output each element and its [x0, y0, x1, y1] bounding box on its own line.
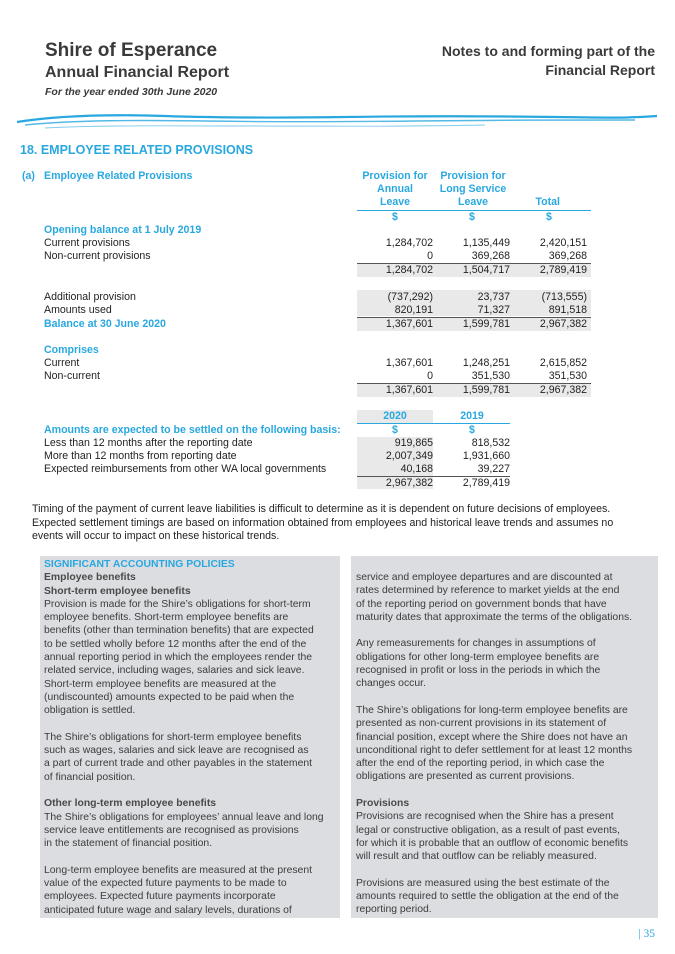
report-header [45, 40, 229, 98]
opening-balance-heading: Opening balance at 1 July 2019 [44, 224, 202, 236]
settlement-heading: Amounts are expected to be settled on the following basis: [44, 424, 341, 436]
table-a-title: Employee Related Provisions [44, 170, 193, 182]
section-title: 18. EMPLOYEE RELATED PROVISIONS [20, 143, 254, 157]
col-long-service-header: Provision for Long Service Leave [439, 170, 507, 208]
page-number: | 35 [638, 928, 655, 940]
org-name: Shire of Esperance [45, 40, 218, 61]
short-term-heading: Short-term employee benefits [44, 585, 191, 597]
notes-title-line2: Financial Report [545, 62, 655, 78]
employee-benefits-heading: Employee benefits [44, 572, 136, 584]
year-2020-header: 2020 [383, 410, 407, 422]
col-total-header: Total [535, 196, 560, 208]
policy-column-left: SIGNIFICANT ACCOUNTING POLICIES Employee benefits Short-term employee benefits Provision is made for the Shire’s obligations for short-term employee benefits. Short-term employee benefits are benefits (other than termination benefits) that are expected to be settled wholly before 12 months after the end of the annual reporting period in which the employees render the related service, including wages, salaries and sick leave. Short-term employee benefits are measured at the (undiscounted) amounts expected to be paid when the obligation is settled. The Shire’s obligations for short-term employee benefits such as wages, salaries and sick leave are recognised as a part of current trade and other payables in the statement of financial position. Other long-term employee benefits The Shire’s obligations for employees’ annual leave and long service leave entitlements are recognised as provisions in the statement of financial position. Long-term employee benefits are measured at the present value of the expected future payments to be made to employees. Expected future payments incorporate anticipated future wage and salary levels, durations of [44, 558, 344, 917]
timing-paragraph: Timing of the payment of current leave liabilities is difficult to determine as it is dependent on future decisions of employees. Expected settlement timings are based on information obtained from employees and historical leave trends and assumes no events will occur to impact on these historical trends. [32, 503, 614, 542]
policy-column-right: service and employee departures and are discounted at rates determined by reference to market yields at the end of the reporting period on government bonds that have maturity dates that approximate the terms of the obligations. Any remeasurements for changes in assumptions of obligations for other long-term employee benefits are recognised in profit or loss in the periods in which the changes occur. The Shire’s obligations for long-term employee benefits are presented as non-current provisions in its statement of financial position, except where the Shire does not have an unconditional right to defer settlement for at least 12 months after the end of the reporting period, in which case the obligations are presented as current provisions. Provisions Provisions are recognised when the Shire has a present legal or constructive obligation, as a result of past events, for which it is probable that an outflow of economic benefits will result and that outflow can be reliably measured. Provisions are measured using the best estimate of the amounts required to settle the obligation at the end of the reporting period. [356, 571, 656, 917]
decorative-wave [15, 108, 660, 130]
col-annual-leave-header: Provision for Annual Leave [362, 170, 428, 208]
report-period: For the year ended 30th June 2020 [45, 86, 218, 98]
table-a-label: (a) [22, 170, 35, 182]
unit-2020: $ [392, 424, 398, 436]
provisions-heading: Provisions [356, 798, 410, 810]
comprises-heading: Comprises [44, 344, 99, 356]
unit-2019: $ [469, 424, 475, 436]
policies-title: SIGNIFICANT ACCOUNTING POLICIES [44, 559, 235, 570]
unit-col2: $ [469, 211, 475, 223]
other-long-term-heading: Other long-term employee benefits [44, 798, 217, 810]
unit-col1: $ [392, 211, 398, 223]
unit-col3: $ [546, 211, 552, 223]
notes-title-line1: Notes to and forming part of the [441, 43, 655, 59]
year-2019-header: 2019 [460, 410, 484, 422]
notes-title [355, 42, 655, 80]
report-title: Annual Financial Report [45, 64, 230, 81]
